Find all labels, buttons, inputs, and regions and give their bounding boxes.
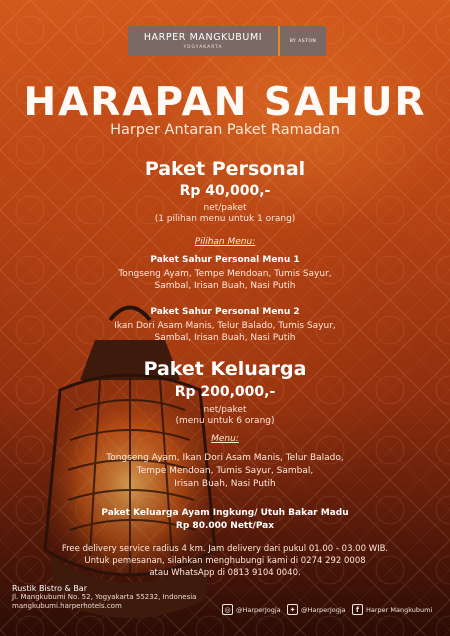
delivery-line1: Free delivery service radius 4 km. Jam delivery dari pukul 01.00 - 03.00 WIB. [61, 544, 389, 554]
keluarga-special-price: Rp 80.000 Nett/Pax [175, 521, 275, 531]
personal-menu-label-wrap [0, 237, 450, 248]
keluarga-menu-label: Menu: [211, 434, 239, 444]
personal-menu2-title: Paket Sahur Personal Menu 2 [150, 307, 300, 317]
keluarga-unit: net/paket [203, 405, 247, 415]
keluarga-heading: Paket Keluarga [143, 358, 307, 380]
keluarga-note: (menu untuk 6 orang) [175, 416, 275, 426]
twitter-link[interactable] [287, 604, 346, 615]
logo-sub: BY ASTON [280, 26, 326, 56]
facebook-icon: f [352, 604, 363, 615]
personal-menu-label: Pilihan Menu: [194, 237, 256, 247]
personal-menu1-line1: Tongseng Ayam, Tempe Mendoan, Tumis Sayur, [118, 269, 332, 279]
twitter-icon: ✦ [287, 604, 298, 615]
footer-venue: Rustik Bistro & Bar [12, 584, 87, 593]
facebook-page: Harper Mangkubumi [366, 605, 433, 614]
logo-main [128, 26, 278, 56]
instagram-handle: @HarperJogja [236, 605, 281, 614]
poster-subtitle: Harper Antaran Paket Ramadan [110, 122, 340, 138]
keluarga-line1: Tongseng Ayam, Ikan Dori Asam Manis, Telur Balado, [106, 453, 344, 463]
personal-price: Rp 40,000,- [179, 183, 271, 199]
logo-name: HARPER MANGKUBUMI [143, 32, 263, 43]
keluarga-menu-label-wrap [0, 434, 450, 445]
personal-note: (1 pilihan menu untuk 1 orang) [154, 214, 296, 224]
delivery-line2: Untuk pemesanan, silahkan menghubungi kami di 0274 292 0008 [84, 556, 366, 566]
footer-address-block [12, 584, 196, 611]
keluarga-price: Rp 200,000,- [174, 384, 276, 400]
personal-unit: net/paket [203, 203, 247, 213]
delivery-line3: atau WhatsApp di 0813 9104 0040. [149, 568, 301, 578]
logo-city: YOGYAKARTA [183, 45, 223, 50]
hotel-logo [128, 26, 326, 56]
footer-website[interactable]: mangkubumi.harperhotels.com [12, 602, 122, 610]
personal-menu2-line2: Sambal, Irisan Buah, Nasi Putih [154, 333, 296, 343]
personal-menu1-line2: Sambal, Irisan Buah, Nasi Putih [154, 281, 296, 291]
personal-menu1-title: Paket Sahur Personal Menu 1 [150, 255, 300, 265]
poster-title: HARAPAN SAHUR [23, 80, 427, 125]
instagram-link[interactable] [222, 604, 281, 615]
keluarga-special-title: Paket Keluarga Ayam Ingkung/ Utuh Bakar Madu [101, 508, 349, 518]
personal-menu2-line1: Ikan Dori Asam Manis, Telur Balado, Tumis Sayur, [114, 321, 336, 331]
personal-heading: Paket Personal [144, 158, 306, 180]
keluarga-line3: Irisan Buah, Nasi Putih [174, 479, 276, 489]
keluarga-line2: Tempe Mendoan, Tumis Sayur, Sambal, [136, 466, 314, 476]
footer-address: Jl. Mangkubumi No. 52, Yogyakarta 55232, Indonesia [12, 593, 197, 601]
twitter-handle: @HarperJogja [301, 605, 346, 614]
facebook-link[interactable] [352, 604, 432, 615]
instagram-icon: ◎ [222, 604, 233, 615]
